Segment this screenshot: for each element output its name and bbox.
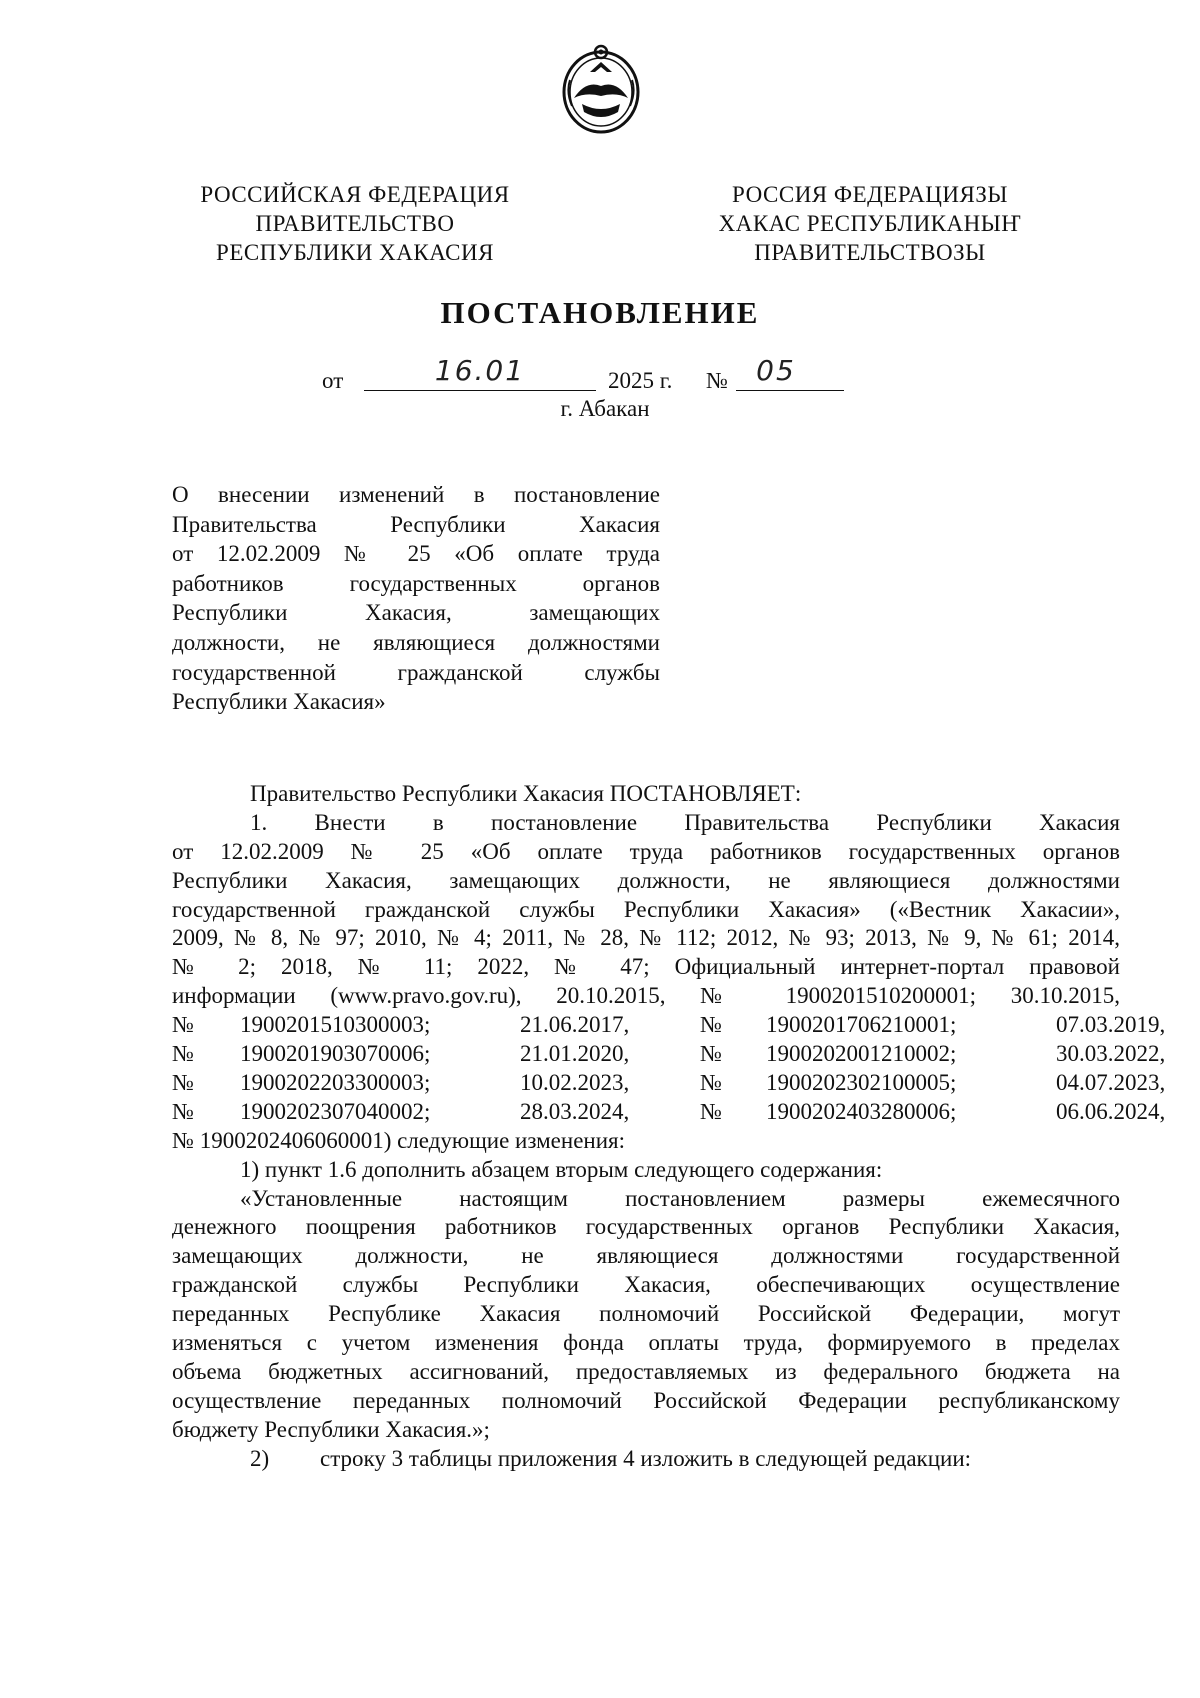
subject-line: Республики Хакасия» — [172, 689, 386, 715]
item-2 — [172, 1445, 1120, 1474]
quote-line: гражданской службы Республики Хакасия, обеспечивающих осуществление — [172, 1272, 1120, 1298]
reg-tail: № 1900202406060001) следующие изменения: — [172, 1127, 625, 1153]
preamble: Правительство Республики Хакасия ПОСТАНОВЛЯЕТ: — [250, 781, 802, 806]
registration-list — [172, 1011, 1166, 1127]
number-underline — [736, 354, 844, 391]
subject-line: работников государственных органов — [172, 570, 660, 596]
reg-cell: 06.06.2024, — [1056, 1098, 1166, 1124]
reg-cell: 28.03.2024, — [520, 1098, 630, 1124]
number-label: № — [706, 368, 728, 393]
item-2-text: строку 3 таблицы приложения 4 изложить в следующей редакции: — [320, 1445, 972, 1471]
body-line: 2009, № 8, № 97; 2010, № 4; 2011, № 28, № 112; 2012, № 93; 2013, № 9, № 61; 2014, — [172, 925, 1120, 951]
reg-cell: № — [700, 1098, 722, 1124]
reg-cell: 07.03.2019, — [1056, 1012, 1166, 1038]
body-line: информации (www.pravo.gov.ru), 20.10.2015, № 1900201510200001; 30.10.2015, — [172, 983, 1120, 1009]
reg-cell: 21.06.2017, — [520, 1012, 630, 1038]
reg-cell: № — [172, 1098, 194, 1124]
header-left-block — [160, 180, 550, 267]
body-line: 1. Внести в постановление Правительства Республики Хакасия — [250, 809, 1120, 835]
subject-line: государственной гражданской службы — [172, 659, 660, 685]
quote-line: осуществление переданных полномочий Российской Федерации республиканскому — [172, 1387, 1120, 1413]
reg-cell: № — [700, 1069, 722, 1095]
reg-cell: 1900201903070006; — [240, 1041, 431, 1067]
date-number-line — [322, 354, 922, 396]
date-underline — [364, 354, 596, 391]
header-left-line-3: РЕСПУБЛИКИ ХАКАСИЯ — [216, 240, 494, 265]
header-left-line-1: РОССИЙСКАЯ ФЕДЕРАЦИЯ — [200, 182, 510, 207]
reg-cell: 30.03.2022, — [1056, 1041, 1166, 1067]
header-right-line-3: ПРАВИТЕЛЬСТВОЗЫ — [754, 240, 986, 265]
reg-cell: 1900202001210002; — [766, 1041, 957, 1067]
from-label: от — [322, 368, 344, 393]
quote-line: «Установленные настоящим постановлением размеры ежемесячного — [240, 1185, 1120, 1211]
quote-line: объема бюджетных ассигнований, предоставляемых из федерального бюджета на — [172, 1358, 1120, 1384]
reg-cell: 04.07.2023, — [1056, 1069, 1166, 1095]
item-2-number: 2) — [250, 1445, 270, 1471]
item-1: 1) пункт 1.6 дополнить абзацем вторым следующего содержания: — [240, 1156, 883, 1182]
quote-line: денежного поощрения работников государственных органов Республики Хакасия, — [172, 1214, 1120, 1240]
quote-line: изменяться с учетом изменения фонда оплаты труда, формируемого в пределах — [172, 1329, 1120, 1355]
subject-line: О внесении изменений в постановление — [172, 482, 660, 507]
reg-cell: № — [700, 1012, 722, 1038]
subject-line: должности, не являющиеся должностями — [172, 629, 660, 655]
subject-line: Республики Хакасия, замещающих — [172, 600, 660, 626]
subject-line: от 12.02.2009 № 25 «Об оплате труда — [172, 541, 660, 567]
reg-cell: 1900202302100005; — [766, 1069, 957, 1095]
reg-cell: 21.01.2020, — [520, 1041, 630, 1067]
subject-block — [172, 480, 660, 717]
quote-line: замещающих должности, не являющиеся должностями государственной — [172, 1243, 1120, 1269]
header-right-block — [680, 180, 1060, 267]
subject-line: Правительства Республики Хакасия — [172, 511, 660, 537]
handwritten-date: 16.01 — [434, 354, 526, 387]
coat-of-arms-emblem — [560, 40, 642, 134]
reg-cell: 1900201510300003; — [240, 1012, 431, 1038]
reg-cell: № — [172, 1012, 194, 1038]
reg-cell: № — [172, 1069, 194, 1095]
document-title: ПОСТАНОВЛЕНИЕ — [440, 295, 760, 330]
header-right-line-1: РОССИЯ ФЕДЕРАЦИЯЗЫ — [732, 182, 1008, 207]
body-line: № 2; 2018, № 11; 2022, № 47; Официальный интернет-портал правовой — [172, 954, 1120, 980]
header-left-line-2: ПРАВИТЕЛЬСТВО — [255, 211, 455, 236]
body-text — [172, 780, 1166, 1473]
reg-cell: 1900202403280006; — [766, 1098, 957, 1124]
reg-cell: № — [172, 1041, 194, 1067]
handwritten-number: 05 — [756, 354, 796, 387]
quote-line: бюджету Республики Хакасия.»; — [172, 1416, 490, 1442]
body-line: от 12.02.2009 № 25 «Об оплате труда работников государственных органов — [172, 838, 1120, 864]
year-label: 2025 г. — [608, 368, 673, 393]
reg-cell: № — [700, 1041, 722, 1067]
reg-cell: 1900201706210001; — [766, 1012, 957, 1038]
body-line: государственной гражданской службы Республики Хакасия» («Вестник Хакасии», — [172, 896, 1120, 922]
reg-cell: 1900202307040002; — [240, 1098, 431, 1124]
reg-cell: 1900202203300003; — [240, 1069, 431, 1095]
city-label: г. Абакан — [560, 396, 650, 421]
header-right-line-2: ХАКАС РЕСПУБЛИКАНЫҤ — [718, 211, 1022, 236]
reg-cell: 10.02.2023, — [520, 1069, 630, 1095]
body-line: Республики Хакасия, замещающих должности, не являющиеся должностями — [172, 867, 1120, 893]
quote-line: переданных Республике Хакасия полномочий Российской Федерации, могут — [172, 1301, 1120, 1327]
